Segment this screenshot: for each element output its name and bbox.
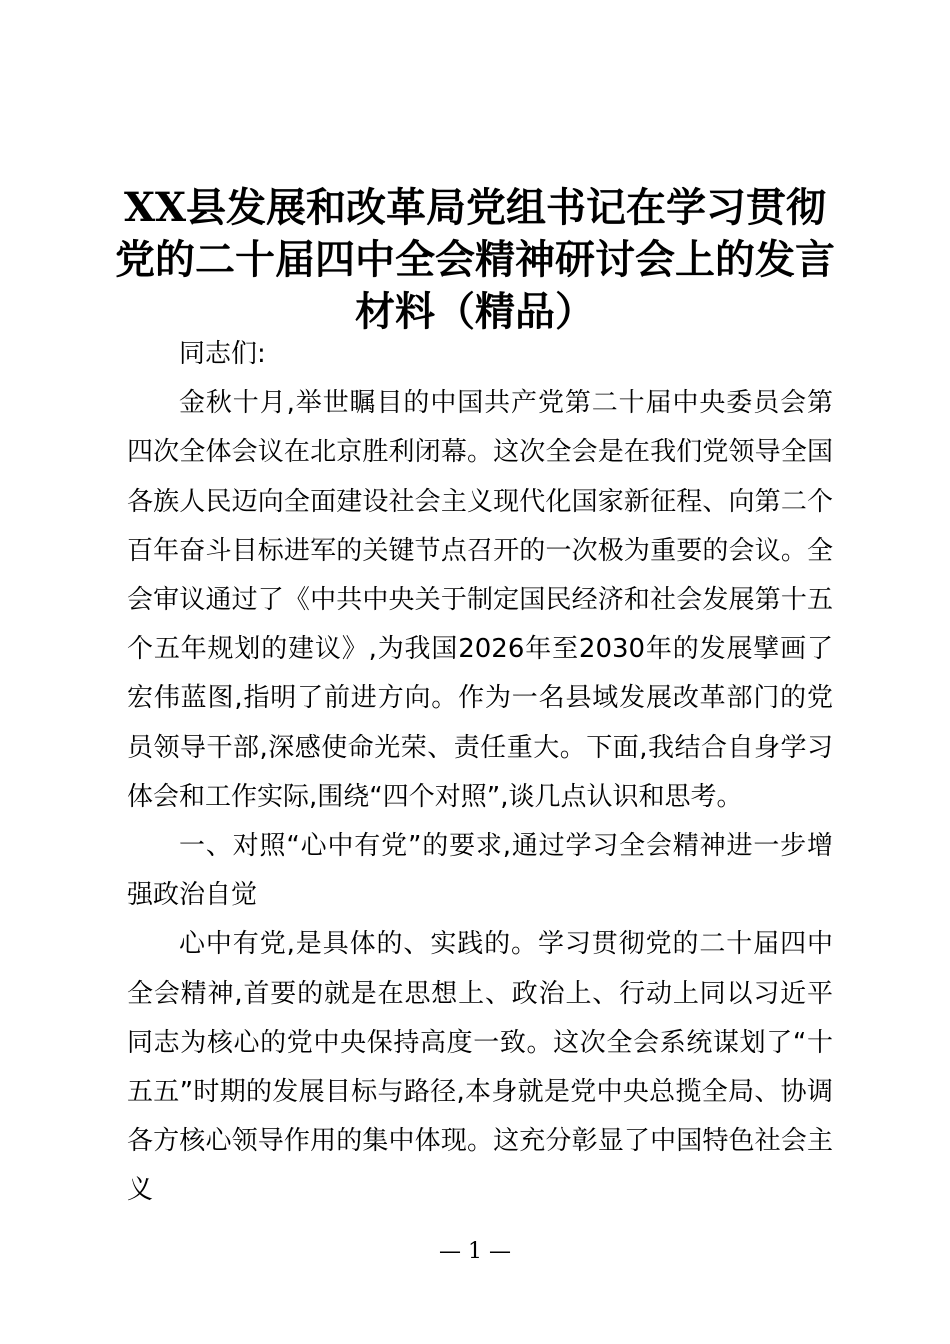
document-title: XX县发展和改革局党组书记在学习贯彻党的二十届四中全会精神研讨会上的发言材料（精品）	[115, 184, 835, 335]
document-body	[127, 330, 833, 1216]
page-number: — 1 —	[439, 1239, 511, 1264]
paragraph-section-1: 心中有党,是具体的、实践的。学习贯彻党的二十届四中全会精神,首要的就是在思想上、政治上、行动上同以习近平同志为核心的党中央保持高度一致。这次全会系统谋划了“十五五”时期的发展目标与路径,本身就是党中央总揽全局、协调各方核心领导作用的集中体现。这充分彰显了中国特色社会主义	[127, 929, 833, 1206]
paragraph-intro: 金秋十月,举世瞩目的中国共产党第二十届中央委员会第四次全体会议在北京胜利闭幕。这次全会是在我们党领导全国各族人民迈向全面建设社会主义现代化国家新征程、向第二个百年奋斗目标进军的关键节点召开的一次极为重要的会议。全会审议通过了《中共中央关于制定国民经济和社会发展第十五个五年规划的建议》,为我国2026年至2030年的发展擘画了宏伟蓝图,指明了前进方向。作为一名县域发展改革部门的党员领导干部,深感使命光荣、责任重大。下面,我结合自身学习体会和工作实际,围绕“四个对照”,谈几点认识和思考。	[127, 388, 833, 812]
greeting: 同志们:	[179, 339, 266, 369]
section-heading-1: 一、对照“心中有党”的要求,通过学习全会精神进一步增强政治自觉	[127, 831, 833, 911]
